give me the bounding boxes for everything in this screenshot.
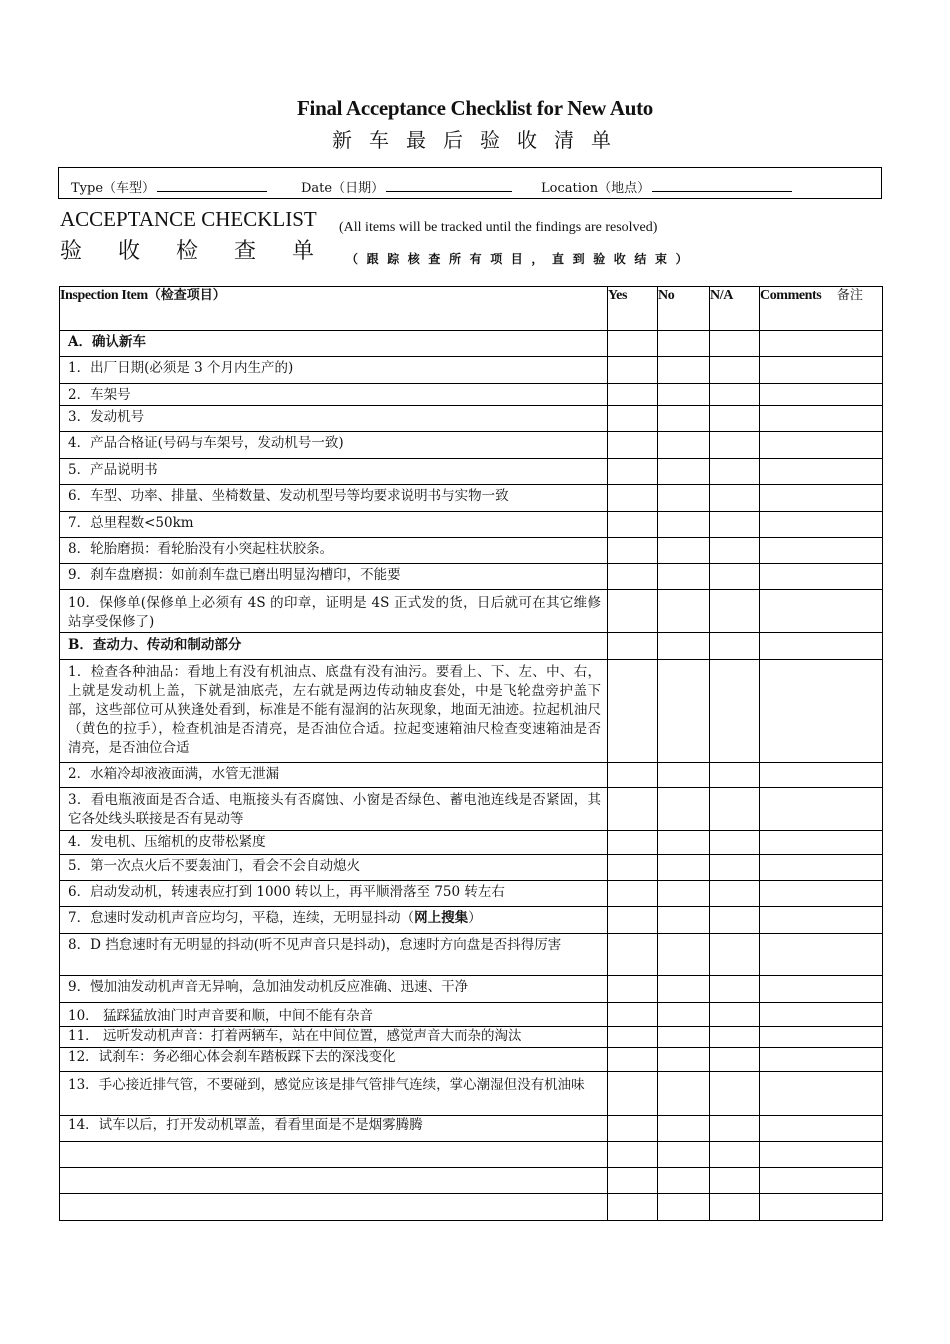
yes-cell[interactable]	[608, 357, 658, 384]
header-comments: Comments 备注	[760, 287, 883, 331]
no-cell[interactable]	[658, 331, 710, 357]
yes-cell[interactable]	[608, 1003, 658, 1027]
no-cell[interactable]	[658, 1003, 710, 1027]
empty-item-cell[interactable]	[60, 1142, 608, 1168]
na-cell[interactable]	[710, 1048, 760, 1072]
category-row-b	[60, 633, 883, 660]
yes-cell[interactable]	[608, 788, 658, 831]
na-cell[interactable]	[710, 1116, 760, 1142]
table-row	[60, 1116, 883, 1142]
comments-cell[interactable]	[760, 788, 883, 831]
yes-cell[interactable]	[608, 459, 658, 485]
na-cell[interactable]	[710, 976, 760, 1003]
yes-cell[interactable]	[608, 485, 658, 512]
location-blank[interactable]	[652, 179, 792, 192]
na-cell[interactable]	[710, 633, 760, 660]
yes-cell[interactable]	[608, 1168, 658, 1194]
yes-cell[interactable]	[608, 633, 658, 660]
type-blank[interactable]	[157, 179, 267, 192]
item-b12: 12．试刹车：务必细心体会刹车踏板踩下去的深浅变化	[68, 1049, 396, 1065]
category-row-a	[60, 331, 883, 357]
empty-row	[60, 1168, 883, 1194]
location-field	[541, 177, 792, 196]
category-a-label: A．确认新车	[68, 334, 146, 350]
comments-cell[interactable]	[760, 1116, 883, 1142]
comments-cell[interactable]	[760, 763, 883, 788]
na-cell[interactable]	[710, 1168, 760, 1194]
checklist-table	[59, 286, 883, 1221]
table-row	[60, 881, 883, 907]
header-no: No	[658, 287, 710, 331]
header-na: N/A	[710, 287, 760, 331]
na-cell[interactable]	[710, 763, 760, 788]
no-cell[interactable]	[658, 1194, 710, 1221]
no-cell[interactable]	[658, 763, 710, 788]
yes-cell[interactable]	[608, 976, 658, 1003]
comments-cell[interactable]	[760, 357, 883, 384]
no-cell[interactable]	[658, 881, 710, 907]
section-title-en: ACCEPTANCE CHECKLIST	[60, 207, 317, 231]
item-b9: 9．慢加油发动机声音无异响，急加油发动机反应准确、迅速、干净	[68, 979, 469, 995]
comments-cell[interactable]	[760, 976, 883, 1003]
no-cell[interactable]	[658, 1116, 710, 1142]
comments-cell[interactable]	[760, 1003, 883, 1027]
type-field	[71, 177, 267, 196]
no-cell[interactable]	[658, 485, 710, 512]
yes-cell[interactable]	[608, 384, 658, 406]
comments-cell[interactable]	[760, 881, 883, 907]
empty-row	[60, 1142, 883, 1168]
no-cell[interactable]	[658, 976, 710, 1003]
comments-cell[interactable]	[760, 331, 883, 357]
comments-cell[interactable]	[760, 1142, 883, 1168]
no-cell[interactable]	[658, 384, 710, 406]
comments-cell[interactable]	[760, 934, 883, 976]
table-row	[60, 1048, 883, 1072]
comments-cell[interactable]	[760, 538, 883, 564]
comments-cell[interactable]	[760, 831, 883, 855]
na-cell[interactable]	[710, 660, 760, 763]
comments-cell[interactable]	[760, 406, 883, 432]
na-cell[interactable]	[710, 459, 760, 485]
comments-cell[interactable]	[760, 907, 883, 934]
table-row	[60, 485, 883, 512]
comments-cell[interactable]	[760, 432, 883, 459]
yes-cell[interactable]	[608, 855, 658, 881]
na-cell[interactable]	[710, 331, 760, 357]
yes-cell[interactable]	[608, 1072, 658, 1116]
comments-cell[interactable]	[760, 1072, 883, 1116]
na-cell[interactable]	[710, 538, 760, 564]
section-title-cn: 验收检查单	[60, 239, 351, 264]
no-cell[interactable]	[658, 1142, 710, 1168]
no-cell[interactable]	[658, 459, 710, 485]
comments-cell[interactable]	[760, 1027, 883, 1048]
item-b6: 6．启动发动机，转速表应打到 1000 转以上，再平顺滑落至 750 转左右	[68, 884, 505, 900]
na-cell[interactable]	[710, 788, 760, 831]
yes-cell[interactable]	[608, 881, 658, 907]
yes-cell[interactable]	[608, 831, 658, 855]
item-b3: 3．看电瓶液面是否合适、电瓶接头有否腐蚀、小窗是否绿色、蓄电池连线是否紧固，其它各处线头联接是否有晃动等	[68, 792, 601, 827]
location-label: Location（地点）	[541, 181, 651, 196]
yes-cell[interactable]	[608, 331, 658, 357]
table-row	[60, 538, 883, 564]
yes-cell[interactable]	[608, 1194, 658, 1221]
yes-cell[interactable]	[608, 907, 658, 934]
document-title-en: Final Acceptance Checklist for New Auto	[297, 96, 653, 120]
no-cell[interactable]	[658, 934, 710, 976]
na-cell[interactable]	[710, 406, 760, 432]
table-header-row	[60, 287, 883, 331]
item-b14: 14．试车以后，打开发动机罩盖，看看里面是不是烟雾腾腾	[68, 1117, 423, 1133]
table-row	[60, 564, 883, 590]
na-cell[interactable]	[710, 831, 760, 855]
item-a8: 8．轮胎磨损：看轮胎没有小突起柱状胶条。	[68, 541, 334, 557]
na-cell[interactable]	[710, 384, 760, 406]
yes-cell[interactable]	[608, 406, 658, 432]
item-a1: 1．出厂日期(必须是 3 个月内生产的)	[68, 360, 294, 376]
table-row	[60, 1027, 883, 1048]
no-cell[interactable]	[658, 1048, 710, 1072]
na-cell[interactable]	[710, 907, 760, 934]
item-a4: 4．产品合格证(号码与车架号，发动机号一致)	[68, 435, 344, 451]
no-cell[interactable]	[658, 406, 710, 432]
date-blank[interactable]	[386, 179, 512, 192]
na-cell[interactable]	[710, 564, 760, 590]
yes-cell[interactable]	[608, 1142, 658, 1168]
yes-cell[interactable]	[608, 934, 658, 976]
yes-cell[interactable]	[608, 660, 658, 763]
comments-cell[interactable]	[760, 1194, 883, 1221]
no-cell[interactable]	[658, 855, 710, 881]
item-a6: 6．车型、功率、排量、坐椅数量、发动机型号等均要求说明书与实物一致	[68, 488, 509, 504]
item-a5: 5．产品说明书	[68, 462, 158, 478]
no-cell[interactable]	[658, 660, 710, 763]
comments-cell[interactable]	[760, 512, 883, 538]
item-b10: 10． 猛踩猛放油门时声音要和顺，中间不能有杂音	[68, 1008, 373, 1024]
comments-cell[interactable]	[760, 590, 883, 633]
no-cell[interactable]	[658, 633, 710, 660]
comments-cell[interactable]	[760, 855, 883, 881]
yes-cell[interactable]	[608, 590, 658, 633]
vehicle-info-box	[58, 167, 882, 199]
na-cell[interactable]	[710, 1142, 760, 1168]
no-cell[interactable]	[658, 590, 710, 633]
empty-row	[60, 1194, 883, 1221]
table-row	[60, 1003, 883, 1027]
date-field	[301, 177, 512, 196]
table-row	[60, 512, 883, 538]
na-cell[interactable]	[710, 590, 760, 633]
table-row	[60, 934, 883, 976]
no-cell[interactable]	[658, 907, 710, 934]
table-row	[60, 660, 883, 763]
item-b7-bold: 网上搜集	[414, 910, 469, 926]
table-row	[60, 907, 883, 934]
item-b7: 7．怠速时发动机声音应均匀，平稳，连续，无明显抖动（网上搜集）	[68, 910, 482, 926]
no-cell[interactable]	[658, 432, 710, 459]
item-b5: 5．第一次点火后不要轰油门，看会不会自动熄火	[68, 858, 361, 874]
no-cell[interactable]	[658, 831, 710, 855]
na-cell[interactable]	[710, 1003, 760, 1027]
no-cell[interactable]	[658, 538, 710, 564]
yes-cell[interactable]	[608, 512, 658, 538]
category-b-label: B．查动力、传动和制动部分	[68, 637, 242, 653]
empty-item-cell[interactable]	[60, 1168, 608, 1194]
item-b2: 2．水箱冷却液液面满，水管无泄漏	[68, 766, 280, 782]
na-cell[interactable]	[710, 881, 760, 907]
table-row	[60, 432, 883, 459]
no-cell[interactable]	[658, 1027, 710, 1048]
comments-cell[interactable]	[760, 384, 883, 406]
yes-cell[interactable]	[608, 538, 658, 564]
item-a10: 10．保修单(保修单上必须有 4S 的印章，证明是 4S 正式发的货，日后就可在其它维修站享受保修了)	[68, 595, 601, 630]
na-cell[interactable]	[710, 1072, 760, 1116]
na-cell[interactable]	[710, 357, 760, 384]
table-row	[60, 763, 883, 788]
table-row	[60, 459, 883, 485]
yes-cell[interactable]	[608, 763, 658, 788]
empty-item-cell[interactable]	[60, 1194, 608, 1221]
table-row	[60, 1072, 883, 1116]
item-a2: 2．车架号	[68, 387, 131, 403]
yes-cell[interactable]	[608, 1027, 658, 1048]
comments-cell[interactable]	[760, 564, 883, 590]
na-cell[interactable]	[710, 1194, 760, 1221]
item-b11: 11． 远听发动机声音：打着两辆车，站在中间位置，感觉声音大而杂的淘汰	[68, 1028, 522, 1044]
table-row	[60, 788, 883, 831]
na-cell[interactable]	[710, 855, 760, 881]
item-b1: 1．检查各种油品：看地上有没有机油点、底盘有没有油污。要看上、下、左、中、右，上就是发动机上盖，下就是油底壳，左右就是两边传动轴皮套处，中是飞轮盘旁护盖下部，这些部位可从狭逢处看到，标准是不能有湿润的沾灰现象，地面无油迹。拉起机油尺（黄色的拉手），检查机油是否清亮，是否油位合适。拉起变速箱油尺检查变速箱油是否清亮，是否油位合适	[68, 664, 601, 756]
table-row	[60, 976, 883, 1003]
comments-cell[interactable]	[760, 660, 883, 763]
no-cell[interactable]	[658, 564, 710, 590]
section-note-en: (All items will be tracked until the findings are resolved)	[339, 220, 658, 235]
item-b4: 4．发电机、压缩机的皮带松紧度	[68, 834, 266, 850]
yes-cell[interactable]	[608, 432, 658, 459]
na-cell[interactable]	[710, 934, 760, 976]
date-label: Date（日期）	[301, 181, 385, 196]
na-cell[interactable]	[710, 512, 760, 538]
yes-cell[interactable]	[608, 1116, 658, 1142]
table-row	[60, 406, 883, 432]
comments-cell[interactable]	[760, 485, 883, 512]
table-row	[60, 357, 883, 384]
item-b13: 13．手心接近排气管，不要碰到，感觉应该是排气管排气连续，掌心潮湿但没有机油味	[68, 1077, 585, 1093]
table-row	[60, 590, 883, 633]
table-row	[60, 831, 883, 855]
type-label: Type（车型）	[71, 181, 156, 196]
no-cell[interactable]	[658, 357, 710, 384]
document-title-cn: 新车最后验收清单	[332, 128, 628, 152]
comments-cell[interactable]	[760, 1048, 883, 1072]
comments-cell[interactable]	[760, 633, 883, 660]
no-cell[interactable]	[658, 788, 710, 831]
no-cell[interactable]	[658, 1168, 710, 1194]
no-cell[interactable]	[658, 1072, 710, 1116]
item-a9: 9．刹车盘磨损：如前刹车盘已磨出明显沟槽印，不能要	[68, 567, 401, 583]
na-cell[interactable]	[710, 1027, 760, 1048]
item-a3: 3．发动机号	[68, 409, 145, 425]
item-a7: 7．总里程数<50km	[68, 515, 194, 531]
header-inspection-item: Inspection Item（检查项目）	[60, 287, 608, 331]
yes-cell[interactable]	[608, 564, 658, 590]
table-row	[60, 384, 883, 406]
na-cell[interactable]	[710, 432, 760, 459]
header-yes: Yes	[608, 287, 658, 331]
yes-cell[interactable]	[608, 1048, 658, 1072]
comments-cell[interactable]	[760, 459, 883, 485]
comments-cell[interactable]	[760, 1168, 883, 1194]
item-b8: 8．D 挡怠速时有无明显的抖动(听不见声音只是抖动)，怠速时方向盘是否抖得厉害	[68, 937, 562, 953]
table-row	[60, 855, 883, 881]
section-note-cn: （跟踪核查所有项目，直到验收结束）	[346, 252, 697, 266]
no-cell[interactable]	[658, 512, 710, 538]
na-cell[interactable]	[710, 485, 760, 512]
